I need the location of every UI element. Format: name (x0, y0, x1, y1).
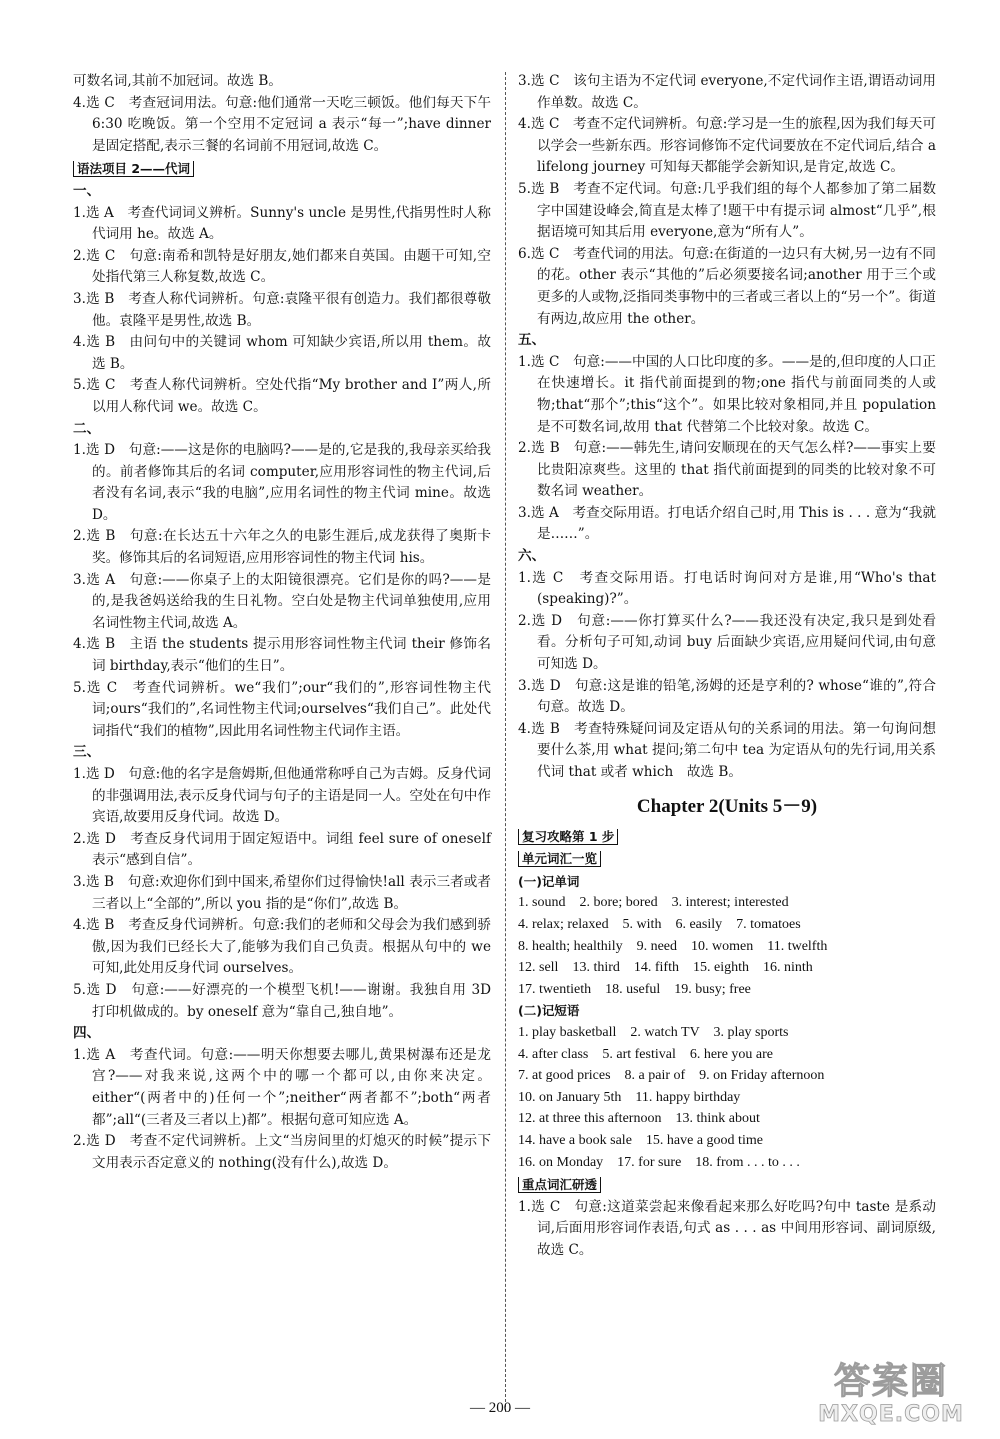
watermark-logo (796, 1362, 986, 1432)
answer-item: 1.选 D 句意:他的名字是詹姆斯,但他通常称呼自己为吉姆。反身代词的非强调用法,表示反身代词与句子的主语是同一人。空处在句中作宾语,故要用反身代词。故选 D。 (73, 766, 491, 826)
answer-item: 4.选 B 由问句中的关键词 whom 可知缺少宾语,所以用 them。故选 B。 (73, 334, 491, 372)
answer-item: 1.选 A 考查代词。句意:——明天你想要去哪儿,黄果树瀑布还是龙宫?——对我来说,这两个中的哪一个都可以,由你来决定。either“(两者中的)任何一个”;neither“两者都不”;both“两者都”;all“(三者及三者以上)都”。根据句意可知应选 A。 (73, 1046, 491, 1128)
answer-item: 5.选 C 考查人称代词辨析。空处代指“My brother and I”两人,所以用人称代词 we。故选 C。 (73, 377, 491, 415)
section-heading-box (518, 1174, 936, 1196)
paragraph: 可数名词,其前不加冠词。故选 B。 (73, 73, 282, 89)
right-column (518, 71, 936, 1261)
answer-item: 1.选 C 句意:这道菜尝起来像看起来那么好吃吗?句中 taste 是系动词,后面用形容词作表语,句式 as . . . as 中间用形容词、副词原级,故选 C。 (518, 1198, 936, 1258)
vocab-line: 12. sell 13. third 14. fifth 15. eighth 16. ninth (518, 960, 813, 976)
sub-heading: (二)记短语 (518, 1003, 580, 1019)
answer-item: 1.选 D 句意:——这是你的电脑吗?——是的,它是我的,我母亲买给我的。前者修饰其后的名词 computer,应用形容词性的物主代词,后者没有名词,表示“我的电脑”,应用名词性的物主代词 mine。故选 D。 (73, 442, 491, 523)
answer-item: 4.选 B 主语 the students 提示用形容词性物主代词 their 修饰名词 birthday,表示“他们的生日”。 (73, 636, 491, 675)
answer-item: 2.选 D 考查不定代词辨析。上文“当房间里的灯熄灭的时候”提示下文用表示否定意义的 nothing(没有什么),故选 D。 (73, 1133, 491, 1171)
answer-item: 4.选 C 考查冠词用法。句意:他们通常一天吃三顿饭。他们每天下午 6:30 吃晚饭。第一个空用不定冠词 a 表示“每一”;have dinner 是固定搭配,表示三餐的名词前不用冠词,故选 C。 (73, 94, 491, 154)
section-heading-box (73, 158, 491, 180)
part-number: 三、 (73, 744, 101, 761)
answer-item: 2.选 D 句意:——你打算买什么?——我还没有决定,我只是到处看看。分析句子可知,动词 buy 后面缺少宾语,应用疑问代词,由句意可知选 D。 (518, 612, 936, 673)
left-column (73, 71, 491, 1174)
part-number: 一、 (73, 182, 101, 199)
answer-item: 3.选 D 句意:这是谁的铅笔,汤姆的还是亨利的? whose“谁的”,符合句意。故选 D。 (518, 677, 936, 716)
section-heading-box (518, 826, 936, 848)
answer-item: 3.选 A 考查交际用语。打电话介绍自己时,用 This is . . . 意为“我就是……”。 (518, 504, 936, 543)
answer-item: 5.选 C 考查代词辨析。we“我们”;our“我们的”,形容词性物主代词;ours“我们的”,名词性物主代词;ourselves“我们自己”。此处代词指代“我们的植物”,因此用名词性物主代词作主语。 (73, 679, 491, 739)
answer-item: 3.选 A 句意:——你桌子上的太阳镜很漂亮。它们是你的吗?——是的,是我爸妈送给我的生日礼物。空白处是物主代词单独使用,应用名词性物主代词,故选 A。 (73, 571, 491, 631)
vocab-line: 4. relax; relaxed 5. with 6. easily 7. tomatoes (518, 916, 801, 932)
vocab-line: 8. health; healthily 9. need 10. women 11. twelfth (518, 938, 828, 954)
chapter-title: Chapter 2(Units 5－9) (636, 795, 818, 817)
section-heading-box (518, 848, 936, 870)
answer-item: 4.选 B 考查特殊疑问词及定语从句的关系词的用法。第一句询问想要什么茶,用 what 提问;第二句中 tea 为定语从句的先行词,用关系代词 that 或者 which 故选 B。 (518, 720, 936, 780)
answer-item: 3.选 C 该句主语为不定代词 everyone,不定代词作主语,谓语动词用作单数。故选 C。 (518, 73, 936, 111)
vocab-line: 4. after class 5. art festival 6. here you are (518, 1046, 774, 1062)
answer-item: 2.选 C 句意:南希和凯特是好朋友,她们都来自英国。由题干可知,空处指代第三人称复数,故选 C。 (73, 247, 491, 286)
vocab-line: 1. play basketball 2. watch TV 3. play sports (518, 1024, 789, 1040)
vocab-line: 14. have a book sale 15. have a good time (518, 1132, 763, 1148)
answer-item: 2.选 B 句意:——韩先生,请问安顺现在的天气怎么样?——事实上要比贵阳凉爽些。这里的 that 指代前面提到的同类的比较对象不可数名词 weather。 (518, 440, 936, 500)
answer-item: 5.选 B 考查不定代词。句意:几乎我们组的每个人都参加了第二届数字中国建设峰会,简直是太棒了!题干中有提示词 almost“几乎”,根据语境可知其后用 everyone,意为“所有人”。 (518, 180, 936, 241)
part-number: 四、 (73, 1025, 101, 1042)
answer-item: 6.选 C 考查代词的用法。句意:在街道的一边只有大树,另一边有不同的花。other 表示“其他的”后必须要接名词;another 用于三个或更多的人或物,泛指同类事物中的三者或三者以上的“另一个”。街道有两边,故应用 the other。 (518, 245, 936, 327)
section-heading-label: 复习攻略第 1 步 (518, 829, 618, 845)
answer-item: 1.选 C 句意:——中国的人口比印度的多。——是的,但印度的人口正在快速增长。it 指代前面提到的物;one 指代与前面同类的人或物;that“那个”;this“这个”。如果比较对象相同,并且 population 是不可数名词,故用 that 代替第二个比较对象。故选 C。 (518, 353, 936, 435)
answer-item: 1.选 C 考查交际用语。打电话时询问对方是谁,用“Who's that (speaking)?”。 (518, 569, 936, 608)
watermark-logo-text: 答案圈 (833, 1361, 948, 1402)
answer-item: 3.选 B 考查人称代词辨析。句意:袁隆平很有创造力。我们都很尊敬他。袁隆平是男性,故选 B。 (73, 290, 491, 329)
vocab-line: 12. at three this afternoon 13. think about (518, 1111, 760, 1127)
answer-item: 2.选 B 句意:在长达五十六年之久的电影生涯后,成龙获得了奥斯卡奖。修饰其后的名词短语,应用形容词性的物主代词 his。 (73, 528, 491, 567)
sub-heading: (一)记单词 (518, 873, 580, 889)
answer-item: 4.选 C 考查不定代词辨析。句意:学习是一生的旅程,因为我们每天可以学会一些新东西。形容词修饰不定代词要放在不定代词后,结合 a lifelong journey 可知每天都能学会新知识,是肯定,故选 C。 (518, 116, 936, 176)
vocab-line: 1. sound 2. bore; bored 3. interest; interested (518, 895, 789, 911)
vocab-line: 17. twentieth 18. useful 19. busy; free (518, 981, 751, 997)
watermark-url: MXQE.COM (818, 1402, 964, 1427)
answer-item: 2.选 D 考查反身代词用于固定短语中。词组 feel sure of oneself 表示“感到自信”。 (73, 830, 491, 869)
section-heading-label: 重点词汇研透 (518, 1177, 601, 1193)
vocab-line: 10. on January 5th 11. happy birthday (518, 1089, 741, 1105)
vocab-line: 7. at good prices 8. a pair of 9. on Friday afternoon (518, 1068, 825, 1084)
column-divider (505, 72, 506, 1412)
part-number: 二、 (73, 420, 101, 437)
answer-item: 3.选 B 句意:欢迎你们到中国来,希望你们过得愉快!all 表示三者或者三者以上“全部的”,所以 you 指的是“你们”,故选 B。 (73, 873, 491, 912)
part-number: 五、 (518, 332, 546, 349)
answer-item: 5.选 D 句意:——好漂亮的一个模型飞机!——谢谢。我独自用 3D 打印机做成的。by oneself 意为“靠自己,独自地”。 (73, 981, 491, 1020)
section-heading-label: 单元词汇一览 (518, 851, 601, 867)
vocab-line: 16. on Monday 17. for sure 18. from . . . to . . . (518, 1154, 800, 1170)
part-number: 六、 (518, 548, 546, 565)
answer-item: 4.选 B 考查反身代词辨析。句意:我们的老师和父母会为我们感到骄傲,因为我们已经长大了,能够为我们自己负责。根据从句中的 we 可知,此处用反身代词 ourselves。 (73, 917, 491, 977)
answer-item: 1.选 A 考查代词词义辨析。Sunny's uncle 是男性,代指男性时人称代词用 he。故选 A。 (73, 204, 491, 243)
section-heading-label: 语法项目 2——代词 (73, 161, 194, 177)
page-number: — 200 — (470, 1400, 530, 1416)
